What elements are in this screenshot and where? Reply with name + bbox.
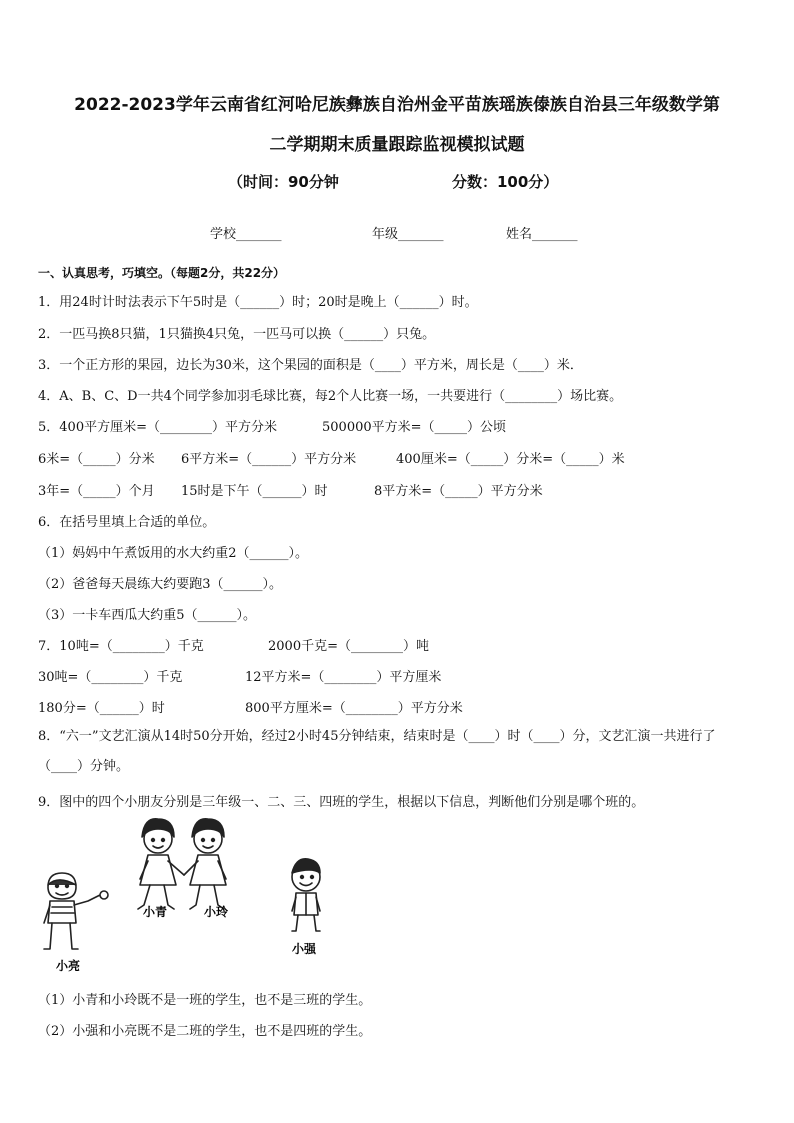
question-6-item-3: （3）一卡车西瓜大约重5（______）。 [38, 608, 257, 623]
question-7-row3-a: 180分=（______）时 [38, 701, 165, 716]
question-2: 2．一匹马换8只猫，1只猫换4只兔，一匹马可以换（______）只兔。 [38, 327, 436, 342]
label-xiaoqing: 小青 [143, 905, 168, 919]
boy-xiaoliang-figure [44, 873, 108, 949]
question-6-stem: 6．在括号里填上合适的单位。 [38, 515, 216, 530]
girl-xiaoling-figure [184, 819, 226, 909]
question-7-row2-a: 30吨=（________）千克 [38, 670, 183, 685]
exam-score: 分数：100分） [452, 173, 559, 191]
question-5-row1-a: 5．400平方厘米=（________）平方分米 [38, 420, 277, 435]
label-xiaoliang: 小亮 [56, 959, 81, 973]
question-7-row1-b: 2000千克=（________）吨 [268, 639, 429, 654]
name-field: 姓名_______ [506, 227, 578, 242]
question-5-row1-b: 500000平方米=（_____）公顷 [322, 420, 507, 435]
question-9-clue-2: （2）小强和小亮既不是二班的学生，也不是四班的学生。 [38, 1024, 372, 1039]
school-field: 学校_______ [210, 227, 282, 242]
question-9-stem: 9．图中的四个小朋友分别是三年级一、二、三、四班的学生，根据以下信息，判断他们分别是哪个班的。 [38, 795, 645, 810]
question-7-row3-b: 800平方厘米=（________）平方分米 [245, 701, 463, 716]
question-5-row3-c: 8平方米=（_____）平方分米 [374, 484, 543, 499]
label-xiaoling: 小玲 [204, 905, 229, 919]
page-title-line1: 2022-2023学年云南省红河哈尼族彝族自治州金平苗族瑶族傣族自治县三年级数学第 [74, 95, 720, 115]
question-5-row3-a: 3年=（_____）个月 [38, 484, 155, 499]
page-title-line2: 二学期期末质量跟踪监视模拟试题 [269, 135, 525, 155]
question-7-row2-b: 12平方米=（________）平方厘米 [245, 670, 442, 685]
question-5-row2-c: 400厘米=（_____）分米=（_____）米 [396, 452, 625, 467]
question-4: 4．A、B、C、D一共4个同学参加羽毛球比赛，每2个人比赛一场，一共要进行（________）场比赛。 [38, 389, 623, 404]
girl-xiaoqing-figure [138, 819, 184, 909]
question-3: 3．一个正方形的果园，边长为30米，这个果园的面积是（____）平方米，周长是（____）米． [38, 358, 583, 373]
section-heading: 一、认真思考，巧填空。（每题2分，共22分） [38, 266, 286, 280]
question-6-item-2: （2）爸爸每天晨练大约要跑3（______）。 [38, 577, 283, 592]
exam-time: （时间：90分钟 [228, 173, 339, 191]
question-7-row1-a: 7．10吨=（________）千克 [38, 639, 204, 654]
children-illustration [36, 815, 356, 975]
question-9-clue-1: （1）小青和小玲既不是一班的学生，也不是三班的学生。 [38, 993, 372, 1008]
question-5-row2-b: 6平方米=（______）平方分米 [181, 452, 357, 467]
label-xiaoqiang: 小强 [292, 942, 317, 956]
question-5-row2-a: 6米=（_____）分米 [38, 452, 155, 467]
question-5-row3-b: 15时是下午（______）时 [181, 484, 328, 499]
question-8: 8．“六一”文艺汇演从14时50分开始，经过2小时45分钟结束，结束时是（____）时（____）分，文艺汇演一共进行了（____）分钟。 [38, 729, 716, 774]
boy-xiaoqiang-figure [292, 859, 320, 931]
question-1: 1．用24时计时法表示下午5时是（______）时；20时是晚上（______）时。 [38, 295, 478, 310]
question-6-item-1: （1）妈妈中午煮饭用的水大约重2（______）。 [38, 546, 309, 561]
grade-field: 年级_______ [372, 227, 444, 242]
